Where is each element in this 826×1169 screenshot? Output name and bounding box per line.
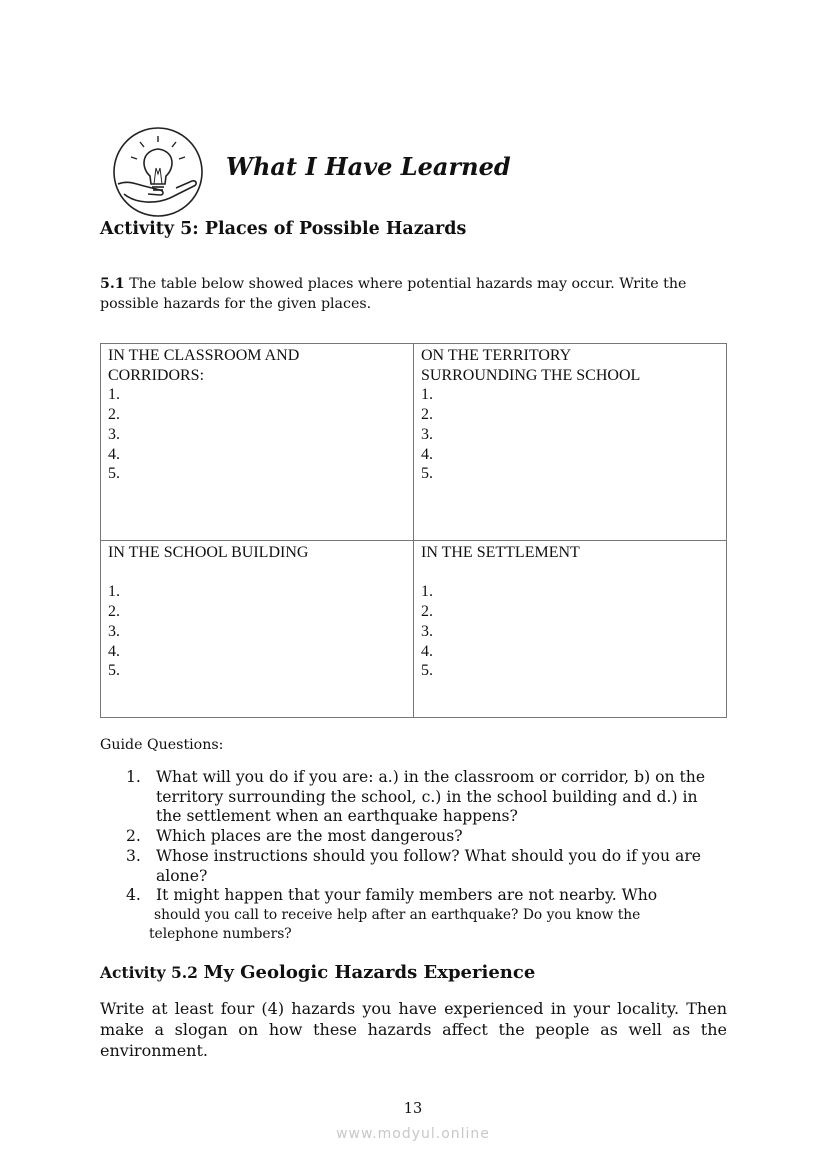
list-item: 2. [108, 603, 120, 621]
question-number: 3. [126, 847, 141, 865]
list-item: 3. [108, 622, 120, 640]
question-text: Whose instructions should you follow? What should you do if you are alone? [156, 847, 702, 885]
question-number: 1. [126, 768, 141, 786]
cell-school-building [101, 541, 414, 718]
list-item: 1. [421, 583, 433, 601]
list-item: 4. [421, 642, 433, 660]
activity-instruction [100, 274, 726, 314]
blank-list [421, 582, 719, 681]
blank-list [108, 385, 406, 484]
cell-heading: IN THE SETTLEMENT [421, 544, 580, 561]
cell-heading: IN THE CLASSROOM AND CORRIDORS: [108, 347, 300, 384]
list-item: 5. [108, 662, 120, 680]
cell-heading: IN THE SCHOOL BUILDING [108, 544, 309, 561]
list-item: 4. [421, 445, 433, 463]
question-number: 4. [126, 886, 141, 904]
cell-heading: ON THE TERRITORY SURROUNDING THE SCHOOL [421, 347, 641, 384]
list-item: 3. [108, 425, 120, 443]
list-item: 3. [421, 425, 433, 443]
blank-list [108, 582, 406, 681]
activity-title: Activity 5: Places of Possible Hazards [100, 219, 467, 239]
list-item: 1. [108, 583, 120, 601]
blank-list [421, 385, 719, 484]
activity2-prefix: Activity 5.2 [100, 963, 198, 982]
question-text: Which places are the most dangerous? [156, 827, 463, 845]
cell-territory [414, 344, 727, 541]
question-text: What will you do if you are: a.) in the classroom or corridor, b) on the territory surrounding the school, c.) in the school building and d.) in the settlement when an earthquake happens? [156, 768, 706, 826]
instruction-number: 5.1 [100, 276, 125, 292]
guide-questions-label: Guide Questions: [100, 737, 224, 753]
watermark: www.modyul.online [336, 1126, 490, 1142]
list-item: 1. [108, 386, 120, 404]
list-item: 2. [108, 406, 120, 424]
activity2-heading [100, 962, 535, 983]
list-item: 3. [421, 622, 433, 640]
question-text: It might happen that your family members are not nearby. Who should you call to receive help after an earthquake? Do you know the telephone numbers? [149, 886, 658, 943]
lightbulb-hand-icon [110, 124, 206, 220]
list-item: 2. [421, 603, 433, 621]
list-item: 5. [421, 662, 433, 680]
list-item: 1. [421, 386, 433, 404]
activity2-title: My Geologic Hazards Experience [203, 962, 536, 983]
question-number: 2. [126, 827, 141, 845]
list-item: 4. [108, 642, 120, 660]
list-item: 5. [421, 465, 433, 483]
list-item: 2. [421, 406, 433, 424]
page-number: 13 [403, 1101, 423, 1117]
activity2-instructions: Write at least four (4) hazards you have experienced in your locality. Then make a slogan on how these hazards affect the people as well as the environment. [100, 999, 727, 1060]
section-title: What I Have Learned [226, 152, 511, 181]
list-item: 4. [108, 445, 120, 463]
hazards-table [100, 343, 727, 718]
list-item: 5. [108, 465, 120, 483]
cell-settlement [414, 541, 727, 718]
instruction-text: The table below showed places where potential hazards may occur. Write the possible hazards for the given places. [100, 276, 687, 312]
cell-classroom [101, 344, 414, 541]
